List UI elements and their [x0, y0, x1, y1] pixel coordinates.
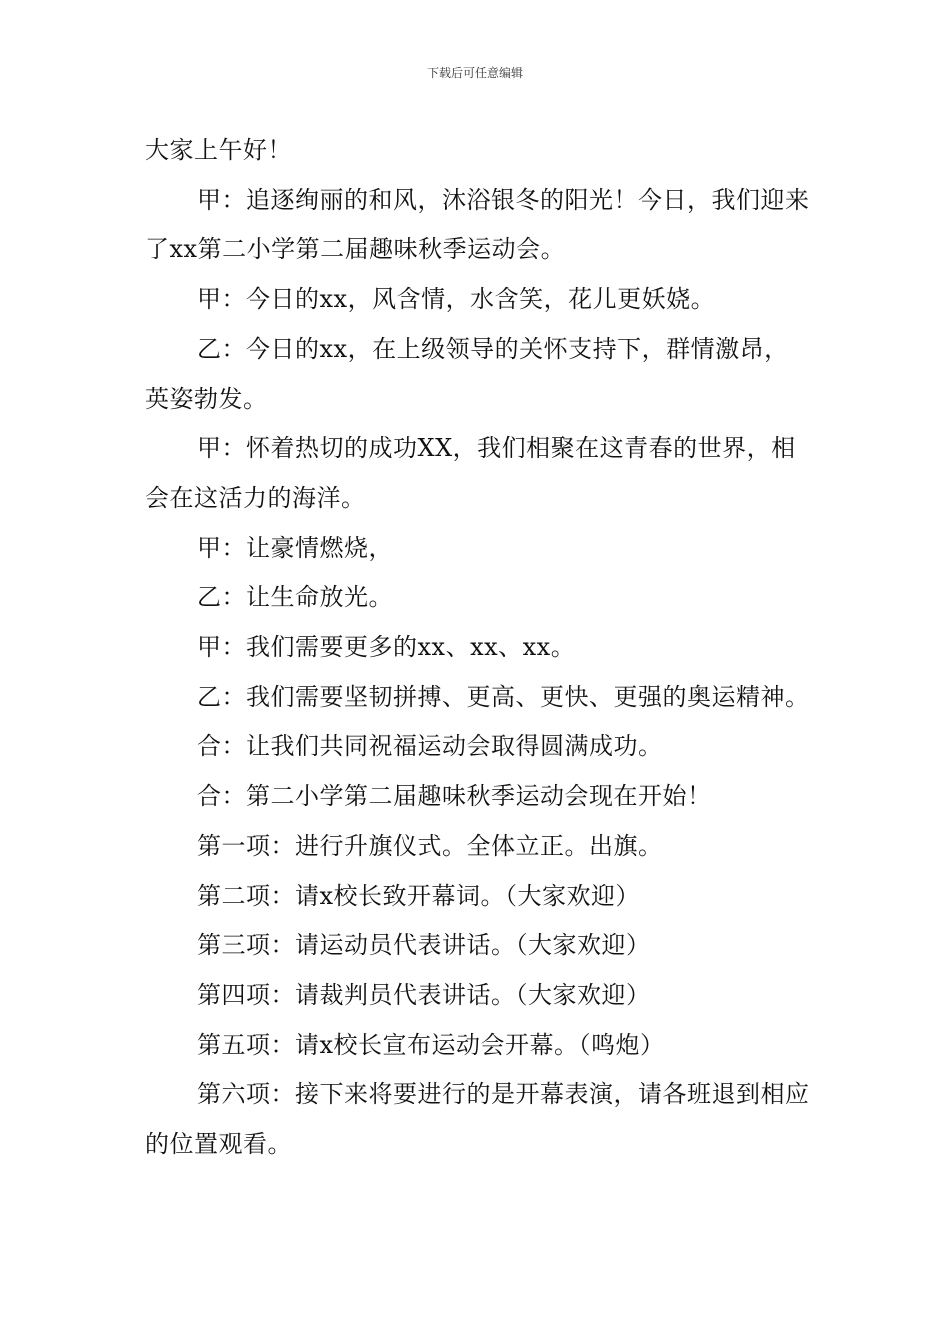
script-paragraph: 合：让我们共同祝福运动会取得圆满成功。 — [197, 732, 663, 761]
document-body — [145, 126, 810, 1170]
script-paragraph: 乙：我们需要坚韧拼搏、更高、更快、更强的奥运精神。 — [197, 682, 810, 711]
script-paragraph: 甲：追逐绚丽的和风，沐浴银冬的阳光！今日，我们迎来了xx第二小学第二届趣味秋季运动会。 — [145, 185, 810, 264]
script-paragraph: 甲：今日的xx，风含情，水含笑，花儿更妖娆。 — [197, 285, 716, 314]
script-paragraph: 乙：今日的xx，在上级领导的关怀支持下，群情激昂，英姿勃发。 — [145, 334, 789, 413]
program-item: 第二项：请x校长致开幕词。（大家欢迎） — [197, 881, 641, 910]
script-paragraph: 甲：我们需要更多的xx、xx、xx。 — [197, 633, 576, 662]
program-item: 第四项：请裁判员代表讲话。（大家欢迎） — [197, 980, 651, 1009]
program-item: 第三项：请运动员代表讲话。（大家欢迎） — [197, 931, 651, 960]
greeting-paragraph: 大家上午好！ — [145, 136, 292, 164]
script-paragraph: 合：第二小学第二届趣味秋季运动会现在开始！ — [197, 782, 712, 811]
program-item: 第五项：请x校长宣布运动会开幕。（鸣炮） — [197, 1030, 665, 1059]
script-paragraph: 乙：让生命放光。 — [197, 583, 393, 612]
program-item: 第一项：进行升旗仪式。全体立正。出旗。 — [197, 831, 663, 860]
program-item: 第六项：接下来将要进行的是开幕表演，请各班退到相应的位置观看。 — [145, 1080, 810, 1159]
page-header-note: 下载后可任意编辑 — [426, 66, 523, 80]
script-paragraph: 甲：让豪情燃烧， — [197, 533, 393, 562]
script-paragraph: 甲：怀着热切的成功XX，我们相聚在这青春的世界，相会在这活力的海洋。 — [145, 434, 796, 512]
